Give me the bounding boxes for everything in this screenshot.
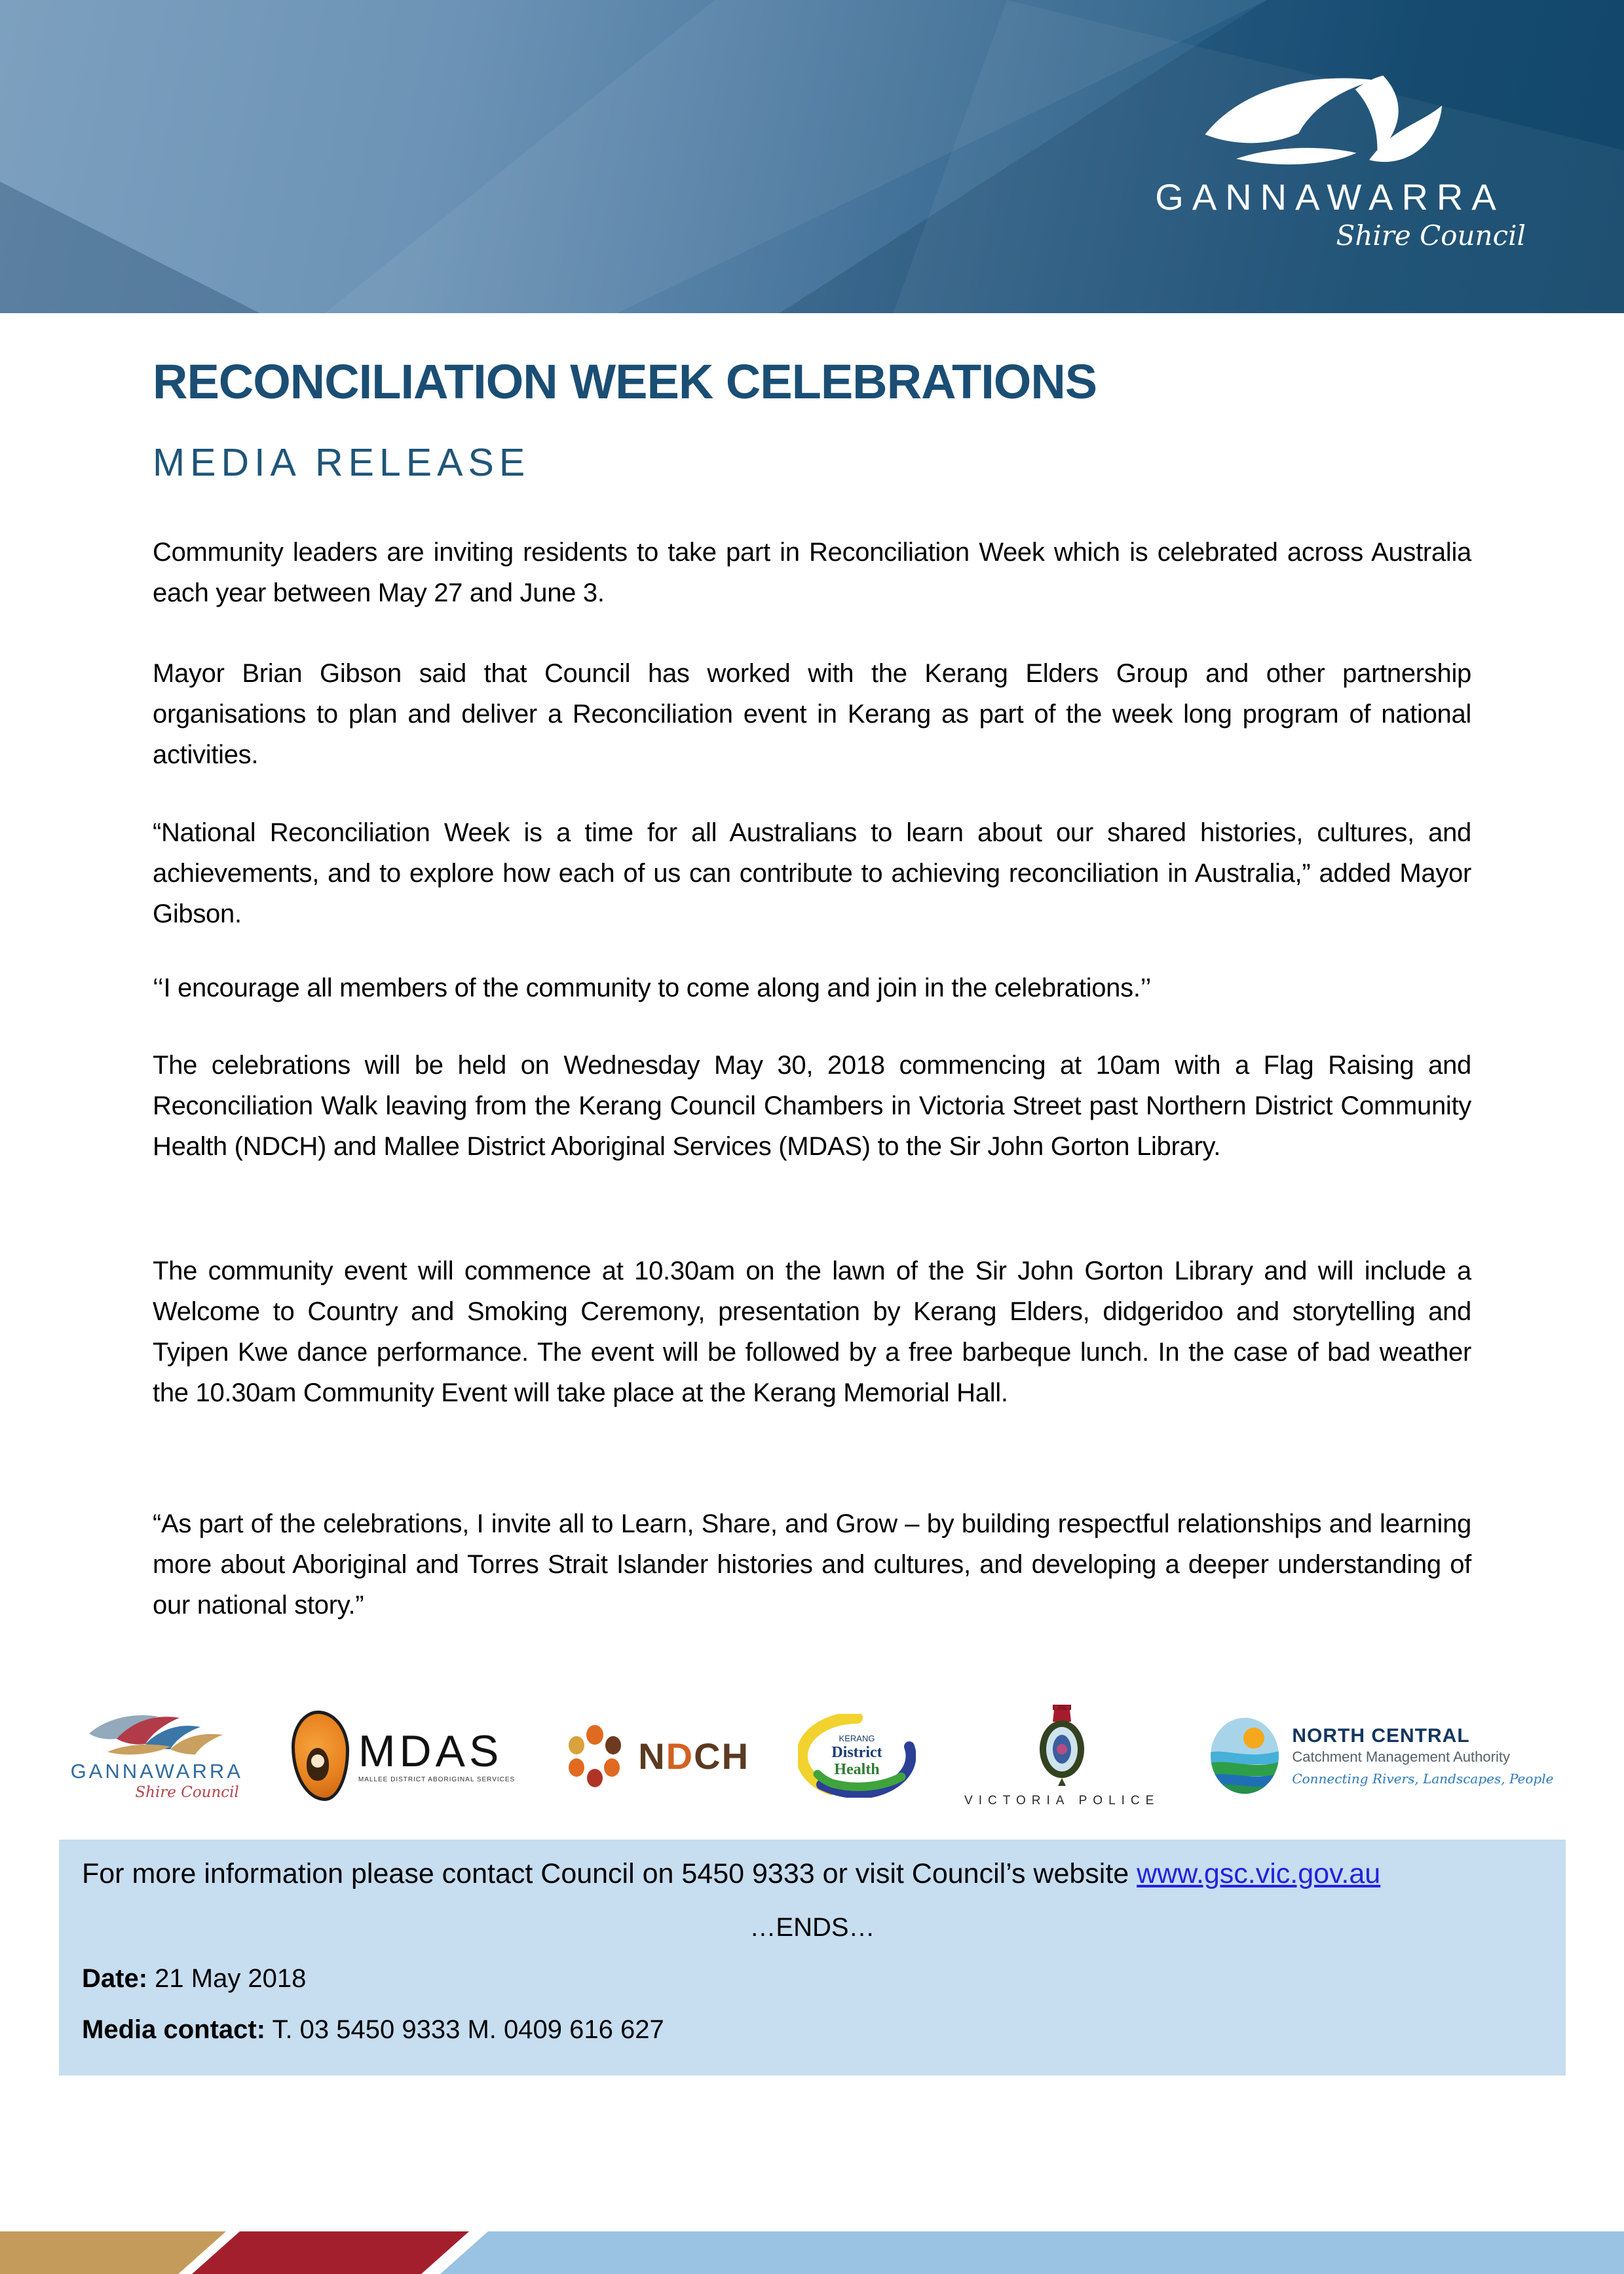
partner-logos-strip — [70, 1690, 1554, 1821]
media-contact-line — [82, 2015, 664, 2045]
gannawarra-swoosh-icon — [88, 1711, 225, 1758]
header-org-subtitle: Shire Council — [1336, 219, 1526, 252]
partner-logo-mdas — [292, 1711, 515, 1801]
partner-logo-kerang-district-health — [798, 1714, 916, 1798]
body-paragraph: Community leaders are inviting residents to take part in Reconciliation Week which is celebrated across Australia each year between May 27 and June 3. — [153, 538, 1471, 607]
ndch-dots-icon — [563, 1724, 626, 1787]
partner-logo-north-central-cma — [1208, 1716, 1553, 1796]
north-central-cma-icon — [1208, 1716, 1281, 1796]
mdas-art-icon — [292, 1711, 349, 1801]
ndch-letter-n: N — [638, 1735, 666, 1777]
body-paragraph: The community event will commence at 10.30am on the lawn of the Sir John Gorton Library and will include a Welcome to Country and Smoking Ceremony, presentation by Kerang Elders, didgeridoo and storytelling and Tyipen Kwe dance performance. The event will be followed by a free barbeque lunch. In the case of bad weather the 10.30am Community Event will take place at the Kerang Memorial Hall. — [153, 1257, 1471, 1407]
header-banner — [0, 0, 1624, 313]
media-contact-value: T. 03 5450 9333 M. 0409 616 627 — [265, 2015, 664, 2044]
partner-logo-gannawarra — [71, 1711, 243, 1801]
ndch-letters-ch: CH — [694, 1735, 750, 1777]
date-label: Date: — [82, 1964, 148, 1993]
header-org-name: GANNAWARRA — [1155, 176, 1505, 218]
release-date-line — [82, 1964, 306, 1994]
body-paragraph: Mayor Brian Gibson said that Council has worked with the Kerang Elders Group and other partnership organisations to plan and deliver a Reconciliation event in Kerang as part of the week long program of national activities. — [153, 659, 1471, 769]
ndch-logo-name — [638, 1735, 749, 1777]
victoria-police-caption: VICTORIA POLICE — [964, 1794, 1160, 1808]
body-paragraph: The celebrations will be held on Wednesday May 30, 2018 commencing at 10am with a Flag Raising and Reconciliation Walk leaving from the Kerang Council Chambers in Victoria Street past Northern District Community Health (NDCH) and Mallee District Aboriginal Services (MDAS) to the Sir John Gorton Library. — [153, 1051, 1471, 1161]
ends-marker: …ENDS… — [749, 1913, 875, 1942]
media-contact-label: Media contact: — [82, 2015, 266, 2044]
kdh-line1: KERANG — [839, 1734, 875, 1743]
body-paragraph: ‘‘I encourage all members of the community to come along and join in the celebrations.’’ — [153, 974, 1152, 1002]
bottom-decorative-band — [0, 2231, 1624, 2274]
kdh-line3: Health — [834, 1761, 880, 1778]
gannawarra-logo-name: GANNAWARRA — [70, 1759, 243, 1783]
ndch-letter-d: D — [666, 1735, 694, 1777]
council-website-link[interactable]: www.gsc.vic.gov.au — [1137, 1858, 1381, 1889]
gannawarra-shire-council-logo — [1117, 72, 1543, 252]
gannawarra-logo-subtitle: Shire Council — [135, 1783, 239, 1801]
mdas-logo-name: MDAS — [358, 1726, 503, 1776]
date-value: 21 May 2018 — [147, 1964, 307, 1993]
victoria-police-badge-icon — [1032, 1703, 1092, 1787]
page-title: RECONCILIATION WEEK CELEBRATIONS — [153, 354, 1097, 409]
nccma-tagline: Connecting Rivers, Landscapes, People — [1292, 1771, 1554, 1787]
nccma-name: NORTH CENTRAL — [1292, 1725, 1470, 1747]
nccma-subtitle: Catchment Management Authority — [1292, 1749, 1510, 1765]
mdas-logo-caption: MALLEE DISTRICT ABORIGINAL SERVICES — [358, 1775, 516, 1783]
body-paragraph: “As part of the celebrations, I invite all to Learn, Share, and Grow – by building respectful relationships and learning more about Aboriginal and Torres Strait Islander histories and cultures, and developing a deeper understanding of our national story.” — [153, 1509, 1471, 1620]
kerang-district-health-icon — [798, 1714, 916, 1798]
kdh-line2: District — [831, 1744, 882, 1761]
partner-logo-ndch — [563, 1724, 749, 1787]
contact-info-text: For more information please contact Council on 5450 9333 or visit Council’s website — [82, 1858, 1137, 1889]
partner-logo-victoria-police — [964, 1703, 1160, 1808]
page-subtitle: MEDIA RELEASE — [153, 441, 531, 484]
body-paragraph: “National Reconciliation Week is a time for all Australians to learn about our shared histories, cultures, and achievements, and to explore how each of us can contribute to achieving reconciliation in Australia,” added Mayor Gibson. — [153, 818, 1471, 928]
contact-info-box — [59, 1840, 1566, 2075]
bird-swoosh-icon — [1176, 72, 1484, 170]
contact-info-line — [82, 1858, 1543, 1890]
